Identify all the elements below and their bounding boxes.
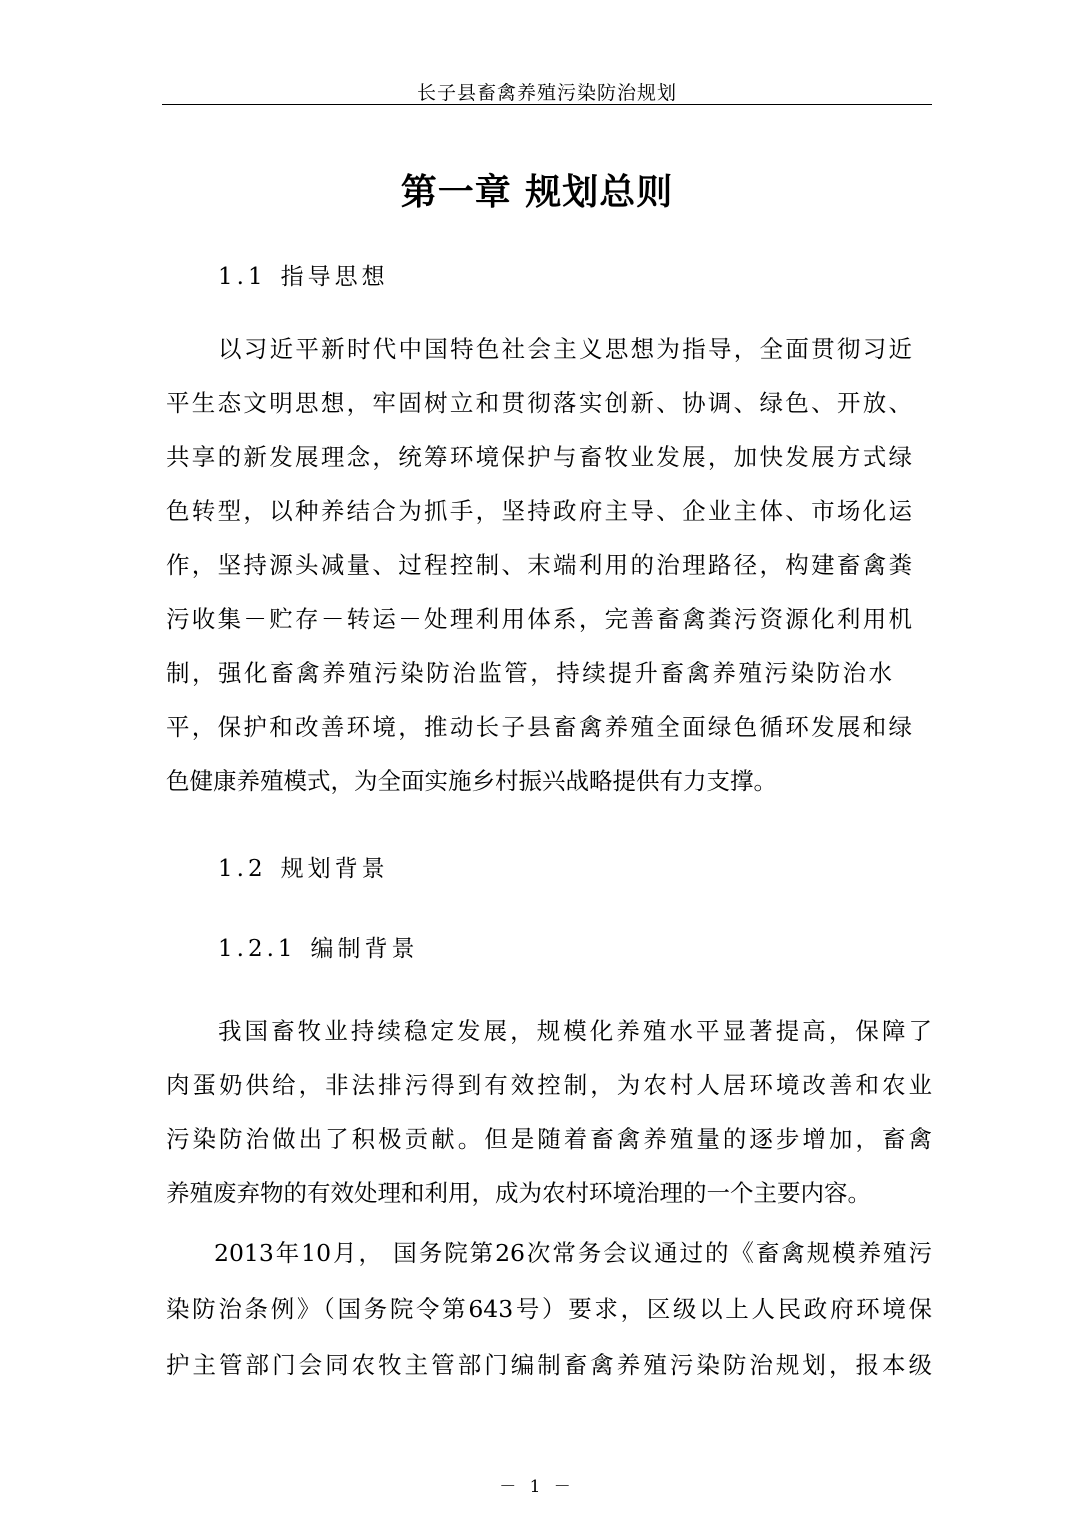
paragraph-line: 我国畜牧业持续稳定发展，规模化养殖水平显著提高，保障了 xyxy=(218,1017,932,1045)
paragraph-line: 染防治条例》（国务院令第643号）要求，区级以上人民政府环境保 xyxy=(166,1295,932,1323)
paragraph-line: 色转型，以种养结合为抓手，坚持政府主导、企业主体、市场化运 xyxy=(166,497,912,525)
paragraph-line: 污染防治做出了积极贡献。但是随着畜禽养殖量的逐步增加，畜禽 xyxy=(166,1125,932,1153)
section-heading-1-1 xyxy=(218,258,389,291)
section-title: 编制背景 xyxy=(310,936,419,962)
paragraph-line: 平生态文明思想，牢固树立和贯彻落实创新、协调、绿色、开放、 xyxy=(166,389,912,417)
paragraph-line: 平，保护和改善环境，推动长子县畜禽养殖全面绿色循环发展和绿 xyxy=(166,713,912,741)
paragraph-line: 护主管部门会同农牧主管部门编制畜禽养殖污染防治规划，报本级 xyxy=(166,1351,932,1379)
section-heading-1-2 xyxy=(218,850,389,883)
paragraph-line: 色健康养殖模式，为全面实施乡村振兴战略提供有力支撑。 xyxy=(166,767,777,795)
paragraph-line: 以习近平新时代中国特色社会主义思想为指导，全面贯彻习近 xyxy=(218,335,912,363)
paragraph-line: 2013年10月， 国务院第26次常务会议通过的《畜禽规模养殖污 xyxy=(214,1239,932,1267)
section-title: 指导思想 xyxy=(280,264,389,290)
section-heading-1-2-1 xyxy=(218,930,419,963)
paragraph-line: 养殖废弃物的有效处理和利用，成为农村环境治理的一个主要内容。 xyxy=(166,1179,871,1207)
chapter-title: 第一章 规划总则 xyxy=(400,172,674,213)
paragraph-line: 污收集－贮存－转运－处理利用体系，完善畜禽粪污资源化利用机 xyxy=(166,605,912,633)
paragraph-line: 肉蛋奶供给，非法排污得到有效控制，为农村人居环境改善和农业 xyxy=(166,1071,932,1099)
paragraph-line: 作，坚持源头减量、过程控制、末端利用的治理路径，构建畜禽粪 xyxy=(166,551,912,579)
paragraph-line: 制，强化畜禽养殖污染防治监管，持续提升畜禽养殖污染防治水 xyxy=(166,659,892,687)
page-number: － 1 － xyxy=(499,1477,575,1497)
paragraph-line: 共享的新发展理念，统筹环境保护与畜牧业发展，加快发展方式绿 xyxy=(166,443,912,471)
section-number: 1.2 xyxy=(218,856,267,882)
section-title: 规划背景 xyxy=(280,856,389,882)
section-number: 1.2.1 xyxy=(218,936,297,962)
section-number: 1.1 xyxy=(218,264,267,290)
header-title: 长子县畜禽养殖污染防治规划 xyxy=(416,82,677,104)
page-header xyxy=(162,0,932,105)
